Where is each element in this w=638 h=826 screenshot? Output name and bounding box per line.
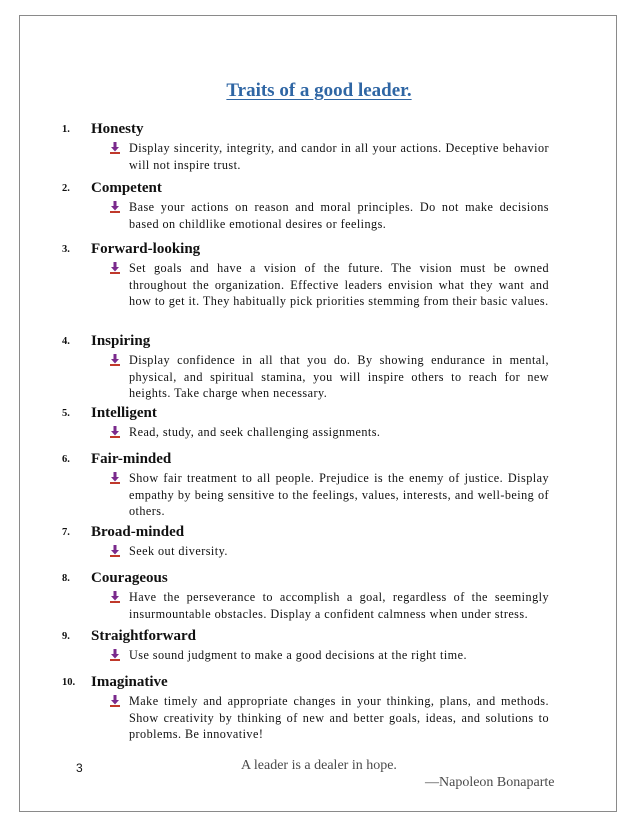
item-number: 6. bbox=[62, 454, 70, 465]
item-number: 9. bbox=[62, 631, 70, 642]
item-number: 5. bbox=[62, 408, 70, 419]
item-description: Seek out diversity. bbox=[129, 544, 228, 558]
page-number: 3 bbox=[76, 761, 83, 775]
down-arrow-bullet-icon bbox=[110, 201, 120, 213]
item-heading: Honesty bbox=[91, 121, 144, 137]
item-description: Base your actions on reason and moral principles. Do not make decisions based on childlike emotional desires or feelings. bbox=[129, 200, 549, 231]
item-heading: Courageous bbox=[91, 570, 168, 586]
item-heading: Straightforward bbox=[91, 628, 196, 644]
down-arrow-bullet-icon bbox=[110, 472, 120, 484]
footer-quote: A leader is a dealer in hope. bbox=[241, 758, 397, 773]
item-description: Have the perseverance to accomplish a goal, regardless of the seemingly insurmountable obstacles. Display a confident calmness when under stress. bbox=[129, 590, 549, 621]
item-description: Read, study, and seek challenging assignments. bbox=[129, 425, 381, 439]
down-arrow-bullet-icon bbox=[110, 695, 120, 707]
item-number: 10. bbox=[62, 677, 76, 688]
down-arrow-bullet-icon bbox=[110, 649, 120, 661]
down-arrow-bullet-icon bbox=[110, 426, 120, 438]
down-arrow-bullet-icon bbox=[110, 354, 120, 366]
item-heading: Fair-minded bbox=[91, 451, 172, 467]
item-description: Use sound judgment to make a good decisions at the right time. bbox=[129, 648, 467, 662]
item-number: 7. bbox=[62, 527, 70, 538]
item-description: Display confidence in all that you do. By showing endurance in mental, physical, and spiritual stamina, you will inspire others to reach for new heights. Take charge when necessary. bbox=[129, 353, 549, 400]
down-arrow-bullet-icon bbox=[110, 545, 120, 557]
down-arrow-bullet-icon bbox=[110, 591, 120, 603]
down-arrow-bullet-icon bbox=[110, 142, 120, 154]
item-heading: Intelligent bbox=[91, 405, 157, 421]
footer-attribution: —Napoleon Bonaparte bbox=[425, 775, 555, 790]
item-description: Set goals and have a vision of the future. The vision must be owned throughout the organization. Effective leaders envision what they want and how to get it. They habitually pick priorities stemming from their basic values. bbox=[129, 261, 549, 308]
item-heading: Competent bbox=[91, 180, 162, 196]
item-number: 1. bbox=[62, 124, 70, 135]
item-heading: Imaginative bbox=[91, 674, 168, 690]
item-number: 2. bbox=[62, 183, 70, 194]
down-arrow-bullet-icon bbox=[110, 262, 120, 274]
page-title: Traits of a good leader. bbox=[226, 80, 412, 101]
item-number: 4. bbox=[62, 336, 70, 347]
item-heading: Inspiring bbox=[91, 333, 151, 349]
item-description: Show fair treatment to all people. Prejudice is the enemy of justice. Display empathy by being sensitive to the feelings, values, interests, and well-being of others. bbox=[129, 471, 549, 518]
item-heading: Forward-looking bbox=[91, 241, 201, 257]
item-number: 3. bbox=[62, 244, 70, 255]
item-number: 8. bbox=[62, 573, 70, 584]
item-description: Display sincerity, integrity, and candor in all your actions. Deceptive behavior will not inspire trust. bbox=[129, 141, 549, 172]
item-description: Make timely and appropriate changes in your thinking, plans, and methods. Show creativity by thinking of new and better goals, ideas, and solutions to problems. Be innovative! bbox=[129, 694, 549, 741]
item-heading: Broad-minded bbox=[91, 524, 185, 540]
